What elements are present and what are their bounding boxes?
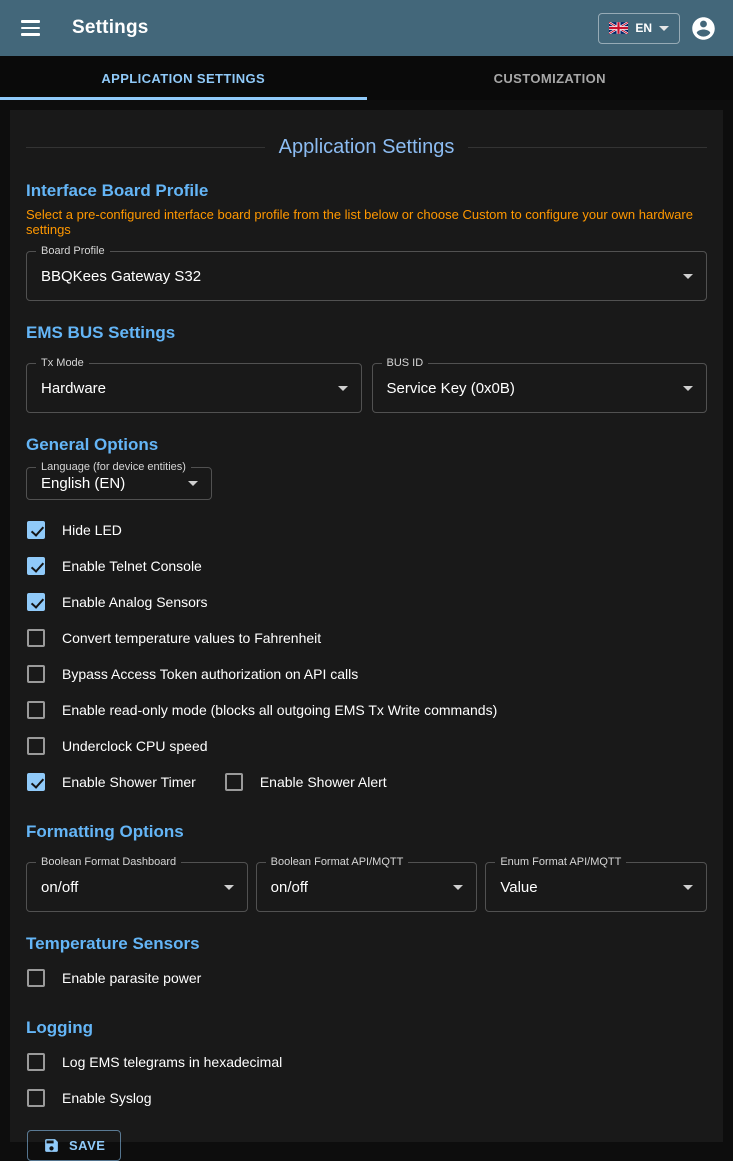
section-interface-board-title: Interface Board Profile <box>26 181 707 201</box>
tx-mode-select[interactable] <box>26 363 362 413</box>
checkbox-label: Hide LED <box>62 522 122 538</box>
bool-format-dashboard-label: Boolean Format Dashboard <box>36 856 181 868</box>
board-profile-label: Board Profile <box>36 245 110 257</box>
language-entities-select[interactable] <box>26 467 212 500</box>
checkbox-label: Convert temperature values to Fahrenheit <box>62 630 321 646</box>
checkbox-enable-telnet[interactable] <box>26 548 707 584</box>
uk-flag-icon <box>609 22 628 34</box>
bool-format-api-value: on/off <box>271 879 308 896</box>
checkbox-box[interactable] <box>27 629 45 647</box>
tab-application-settings[interactable]: APPLICATION SETTINGS <box>0 56 367 100</box>
dropdown-arrow-icon <box>683 386 693 391</box>
section-formatting-title: Formatting Options <box>26 822 707 842</box>
tx-mode-label: Tx Mode <box>36 357 89 369</box>
checkbox-label: Enable Analog Sensors <box>62 594 208 610</box>
bus-id-label: BUS ID <box>382 357 429 369</box>
app-bar <box>0 0 733 56</box>
menu-icon[interactable] <box>10 8 50 48</box>
section-general-options-title: General Options <box>26 435 707 455</box>
language-selector[interactable] <box>598 13 680 44</box>
checkbox-box[interactable] <box>27 701 45 719</box>
content-heading <box>26 136 707 159</box>
checkbox-box[interactable] <box>27 1053 45 1071</box>
dropdown-arrow-icon <box>338 386 348 391</box>
bus-id-select[interactable] <box>372 363 708 413</box>
content-heading-text: Application Settings <box>279 136 455 159</box>
checkbox-readonly-mode[interactable] <box>26 692 707 728</box>
language-entities-label: Language (for device entities) <box>36 461 191 473</box>
checkbox-label: Enable Telnet Console <box>62 558 202 574</box>
checkbox-box[interactable] <box>27 1089 45 1107</box>
divider <box>468 147 707 148</box>
checkbox-box[interactable] <box>225 773 243 791</box>
checkbox-box[interactable] <box>27 773 45 791</box>
checkbox-label: Underclock CPU speed <box>62 738 208 754</box>
checkbox-bypass-token[interactable] <box>26 656 707 692</box>
checkbox-underclock-cpu[interactable] <box>26 728 707 764</box>
checkbox-parasite-power[interactable] <box>26 960 707 996</box>
checkbox-box[interactable] <box>27 969 45 987</box>
language-code: EN <box>635 21 652 35</box>
checkbox-label: Enable Shower Timer <box>62 774 196 790</box>
enum-format-api-select[interactable] <box>485 862 707 912</box>
active-tab-indicator <box>0 97 367 100</box>
checkbox-fahrenheit[interactable] <box>26 620 707 656</box>
bool-format-dashboard-select[interactable] <box>26 862 248 912</box>
enum-format-api-label: Enum Format API/MQTT <box>495 856 626 868</box>
chevron-down-icon <box>659 26 669 31</box>
section-temperature-title: Temperature Sensors <box>26 934 707 954</box>
save-button[interactable] <box>27 1130 121 1161</box>
bool-format-api-label: Boolean Format API/MQTT <box>266 856 409 868</box>
settings-panel <box>10 110 723 1142</box>
divider <box>26 147 265 148</box>
board-profile-select[interactable] <box>26 251 707 301</box>
checkbox-label: Enable Syslog <box>62 1090 152 1106</box>
section-logging-title: Logging <box>26 1018 707 1038</box>
tab-bar <box>0 56 733 100</box>
checkbox-log-hex[interactable] <box>26 1044 707 1080</box>
bus-id-value: Service Key (0x0B) <box>387 380 515 397</box>
dropdown-arrow-icon <box>683 274 693 279</box>
checkbox-label: Log EMS telegrams in hexadecimal <box>62 1054 282 1070</box>
page-title: Settings <box>72 17 149 39</box>
dropdown-arrow-icon <box>453 885 463 890</box>
tab-customization[interactable]: CUSTOMIZATION <box>367 56 733 100</box>
save-icon <box>43 1137 60 1154</box>
checkbox-label: Bypass Access Token authorization on API calls <box>62 666 358 682</box>
checkbox-label: Enable read-only mode (blocks all outgoing EMS Tx Write commands) <box>62 702 497 718</box>
checkbox-shower-alert[interactable] <box>224 773 387 791</box>
general-options-list <box>26 512 707 800</box>
save-button-label: SAVE <box>69 1138 105 1153</box>
board-profile-value: BBQKees Gateway S32 <box>41 268 201 285</box>
checkbox-hide-led[interactable] <box>26 512 707 548</box>
bool-format-dashboard-value: on/off <box>41 879 78 896</box>
checkbox-label: Enable parasite power <box>62 970 201 986</box>
enum-format-api-value: Value <box>500 879 537 896</box>
checkbox-enable-analog-sensors[interactable] <box>26 584 707 620</box>
checkbox-box[interactable] <box>27 521 45 539</box>
account-icon[interactable] <box>690 15 717 42</box>
checkbox-box[interactable] <box>27 665 45 683</box>
dropdown-arrow-icon <box>188 481 198 486</box>
checkbox-box[interactable] <box>27 593 45 611</box>
bool-format-api-select[interactable] <box>256 862 478 912</box>
language-entities-value: English (EN) <box>41 475 125 492</box>
checkbox-box[interactable] <box>27 557 45 575</box>
interface-board-note: Select a pre-configured interface board profile from the list below or choose Custom to configure your own hardware settings <box>26 207 707 237</box>
dropdown-arrow-icon <box>683 885 693 890</box>
checkbox-enable-syslog[interactable] <box>26 1080 707 1116</box>
section-ems-bus-title: EMS BUS Settings <box>26 323 707 343</box>
checkbox-label: Enable Shower Alert <box>260 774 387 790</box>
tx-mode-value: Hardware <box>41 380 106 397</box>
dropdown-arrow-icon <box>224 885 234 890</box>
checkbox-box[interactable] <box>27 737 45 755</box>
checkbox-shower-timer[interactable] <box>26 773 196 791</box>
